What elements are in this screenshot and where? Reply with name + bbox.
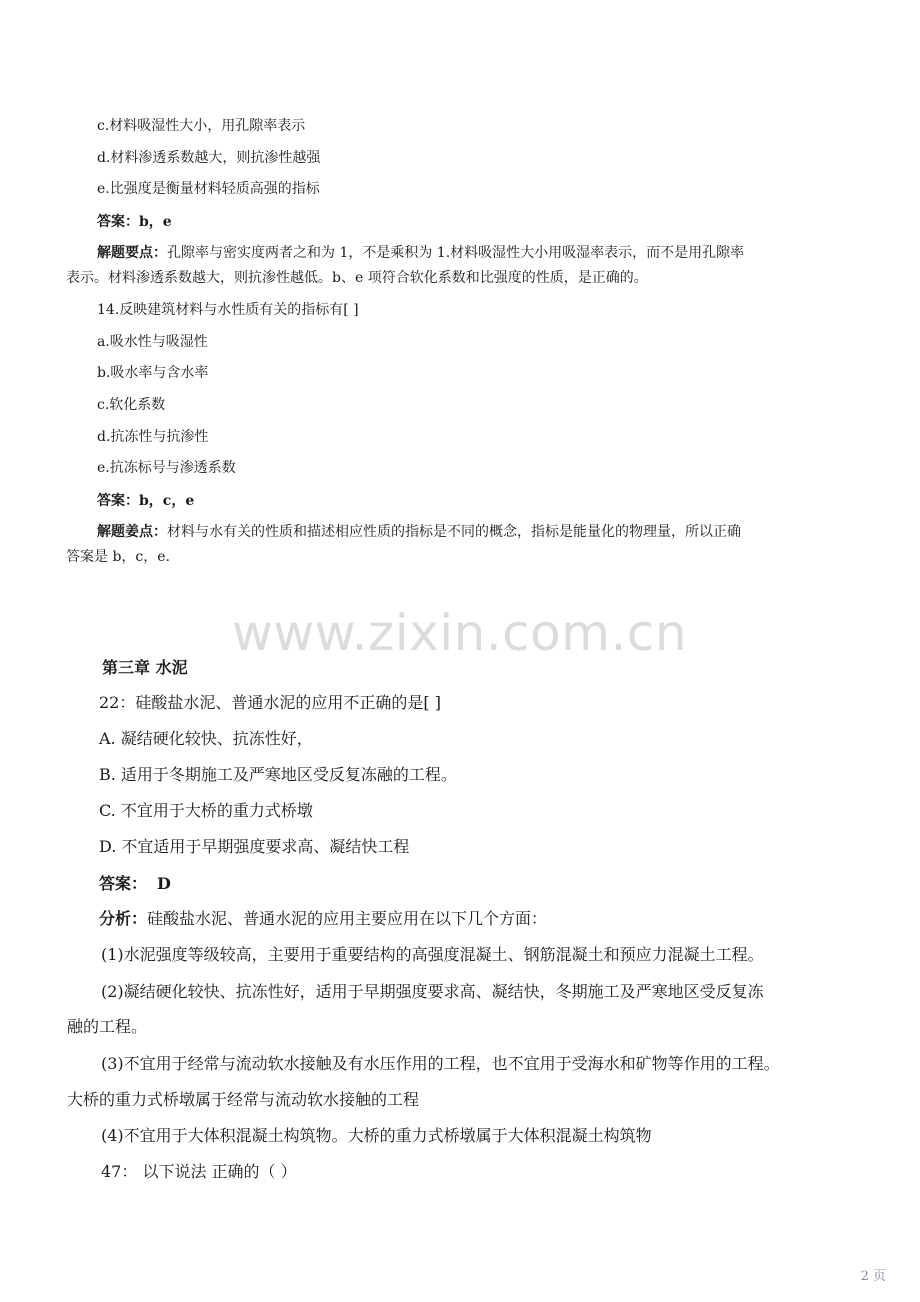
chapter-title: 第三章 水泥 xyxy=(102,658,188,677)
q14-answer-value: b，c，e xyxy=(139,493,195,509)
option-e: e.比强度是衡量材料轻质高强的指标 xyxy=(97,181,320,197)
point-1: (1)水泥强度等级较高，主要用于重要结构的高强度混凝土、钢筋混凝土和预应力混凝土工程。 xyxy=(101,945,764,964)
q22-option-c: C. 不宜用于大桥的重力式桥墩 xyxy=(99,801,313,820)
q22-analysis-line xyxy=(99,911,547,927)
option-d: d.材料渗透系数越大，则抗渗性越强 xyxy=(97,150,321,166)
question-22: 22：硅酸盐水泥、普通水泥的应用不正确的是[ ] xyxy=(99,693,441,712)
q22-option-d: D. 不宜适用于早期强度要求高、凝结快工程 xyxy=(99,837,410,856)
q14-answer-label: 答案： xyxy=(97,493,139,509)
q14-option-c: c.软化系数 xyxy=(97,397,166,413)
q14-analysis-continuation: 答案是 b，c，e. xyxy=(66,549,170,565)
point-2-continuation: 融的工程。 xyxy=(67,1017,148,1036)
question-47: 47： 以下说法 正确的（ ） xyxy=(101,1162,297,1181)
q22-analysis-intro: 硅酸盐水泥、普通水泥的应用主要应用在以下几个方面： xyxy=(147,909,548,928)
q14-analysis-label: 解题姜点： xyxy=(97,524,167,540)
q22-option-a: A. 凝结硬化较快、抗冻性好， xyxy=(99,729,313,748)
q14-analysis-line xyxy=(97,525,741,539)
point-3: (3)不宜用于经常与流动软水接触及有水压作用的工程，也不宜用于受海水和矿物等作用的工程。 xyxy=(101,1054,780,1073)
q22-analysis-label: 分析： xyxy=(99,909,148,928)
point-4: (4)不宜用于大体积混凝土构筑物。大桥的重力式桥墩属于大体积混凝土构筑物 xyxy=(101,1126,652,1145)
option-c: c.材料吸湿性大小，用孔隙率表示 xyxy=(97,118,306,134)
q22-option-b: B. 适用于冬期施工及严寒地区受反复冻融的工程。 xyxy=(99,765,457,784)
q14-option-b: b.吸水率与含水率 xyxy=(97,365,209,381)
page-number: 2 页 xyxy=(860,1269,886,1284)
answer-line xyxy=(97,215,172,229)
point-2: (2)凝结硬化较快、抗冻性好，适用于早期强度要求高、凝结快，冬期施工及严寒地区受反复冻 xyxy=(101,982,764,1001)
q14-option-a: a.吸水性与吸湿性 xyxy=(97,334,208,350)
point-3-continuation: 大桥的重力式桥墩属于经常与流动软水接触的工程 xyxy=(67,1090,420,1109)
q22-answer-line xyxy=(99,876,171,892)
q14-option-e: e.抗冻标号与渗透系数 xyxy=(97,460,236,476)
q14-option-d: d.抗冻性与抗渗性 xyxy=(97,429,209,445)
question-14: 14.反映建筑材料与水性质有关的指标有[ ] xyxy=(97,302,359,318)
analysis-continuation: 表示。材料渗透系数越大，则抗渗性越低。b、e 项符合软化系数和比强度的性质，是正确的。 xyxy=(66,270,648,286)
watermark: www.zixin.com.cn xyxy=(232,604,688,662)
q22-answer-label: 答案： xyxy=(99,874,148,893)
q22-answer-value: D xyxy=(157,874,171,893)
answer-value: b，e xyxy=(139,214,172,230)
answer-label: 答案： xyxy=(97,214,139,230)
q14-answer-line xyxy=(97,494,194,508)
analysis-text: 孔隙率与密实度两者之和为 1，不是乘积为 1.材料吸湿性大小用吸湿率表示，而不是用孔隙率 xyxy=(167,245,745,261)
analysis-line xyxy=(97,246,744,260)
q14-analysis-text: 材料与水有关的性质和描述相应性质的指标是不同的概念，指标是能量化的物理量，所以正确 xyxy=(167,524,741,540)
analysis-label: 解题要点： xyxy=(97,245,167,261)
